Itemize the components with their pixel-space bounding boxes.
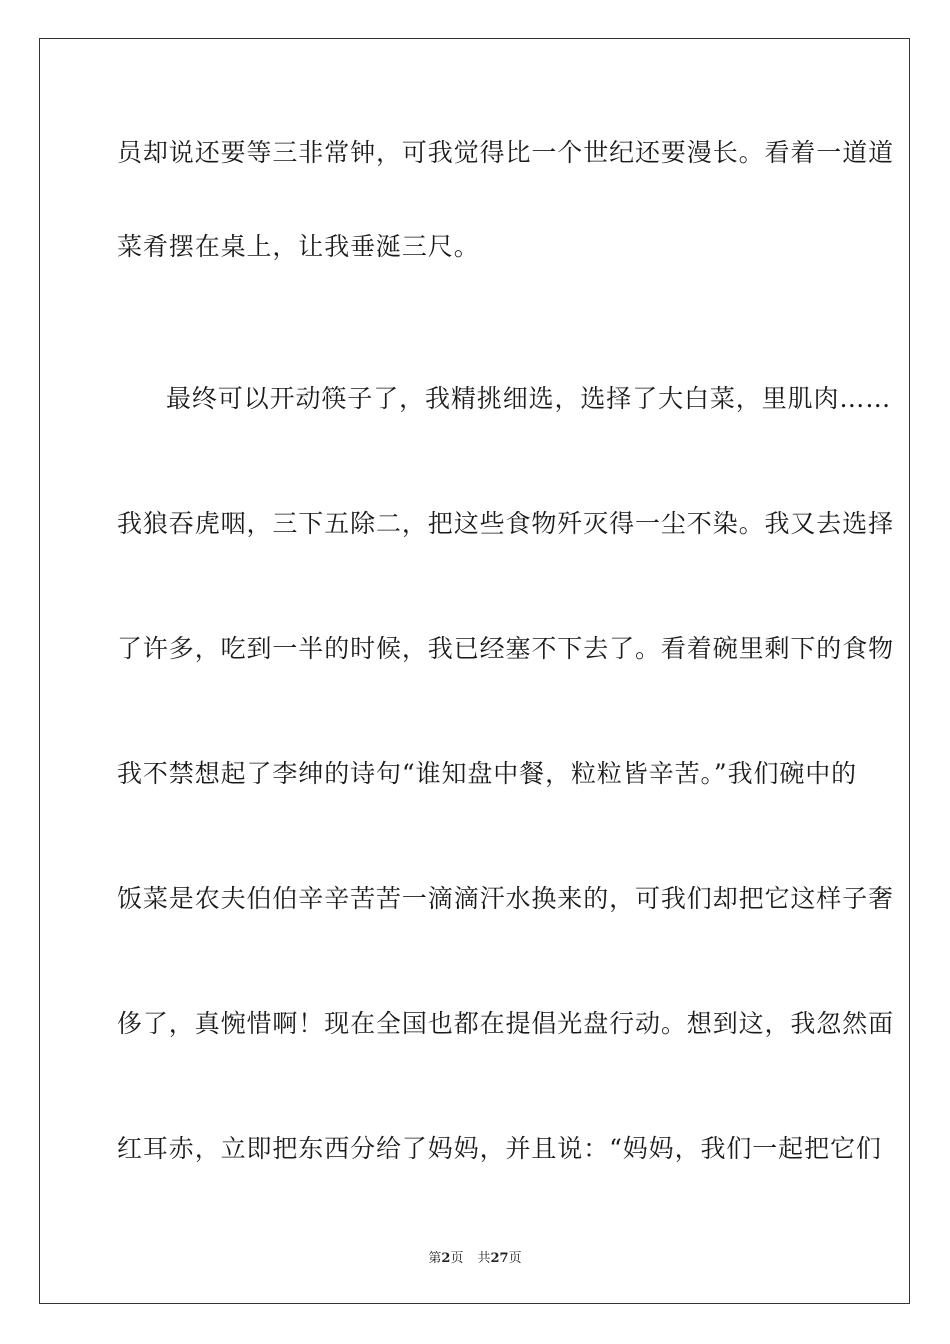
text-line-6: 我不禁想起了李绅的诗句“谁知盘中餐，粒粒皆辛苦。”我们碗中的 <box>117 759 858 788</box>
text-line-9: 红耳赤，立即把东西分给了妈妈，并且说：“妈妈，我们一起把它们 <box>117 1134 882 1163</box>
total-suffix: 页 <box>508 1251 522 1266</box>
page-number: 2 <box>441 1251 451 1266</box>
text-line-2: 菜肴摆在桌上，让我垂涎三尺。 <box>117 232 480 261</box>
text-line-7: 饭菜是农夫伯伯辛辛苦苦一滴滴汗水换来的，可我们却把它这样子奢 <box>117 884 895 913</box>
page-suffix: 页 <box>450 1251 464 1266</box>
page-prefix: 第 <box>428 1251 442 1266</box>
text-line-4: 我狼吞虎咽，三下五除二，把这些食物歼灭得一尘不染。我又去选择 <box>117 509 895 538</box>
text-line-5: 了许多，吃到一半的时候，我已经塞不下去了。看着碗里剩下的食物 <box>117 634 895 663</box>
text-line-3-paragraph-start: 最终可以开动筷子了，我精挑细选，选择了大白菜，里肌肉…… <box>166 384 892 413</box>
total-prefix: 共 <box>477 1251 491 1266</box>
page-border <box>39 38 910 1304</box>
page-footer <box>0 1247 950 1266</box>
total-pages: 27 <box>490 1251 509 1266</box>
text-line-1: 员却说还要等三非常钟，可我觉得比一个世纪还要漫长。看着一道道 <box>117 138 895 167</box>
text-line-8: 侈了，真惋惜啊！现在全国也都在提倡光盘行动。想到这，我忽然面 <box>117 1009 895 1038</box>
